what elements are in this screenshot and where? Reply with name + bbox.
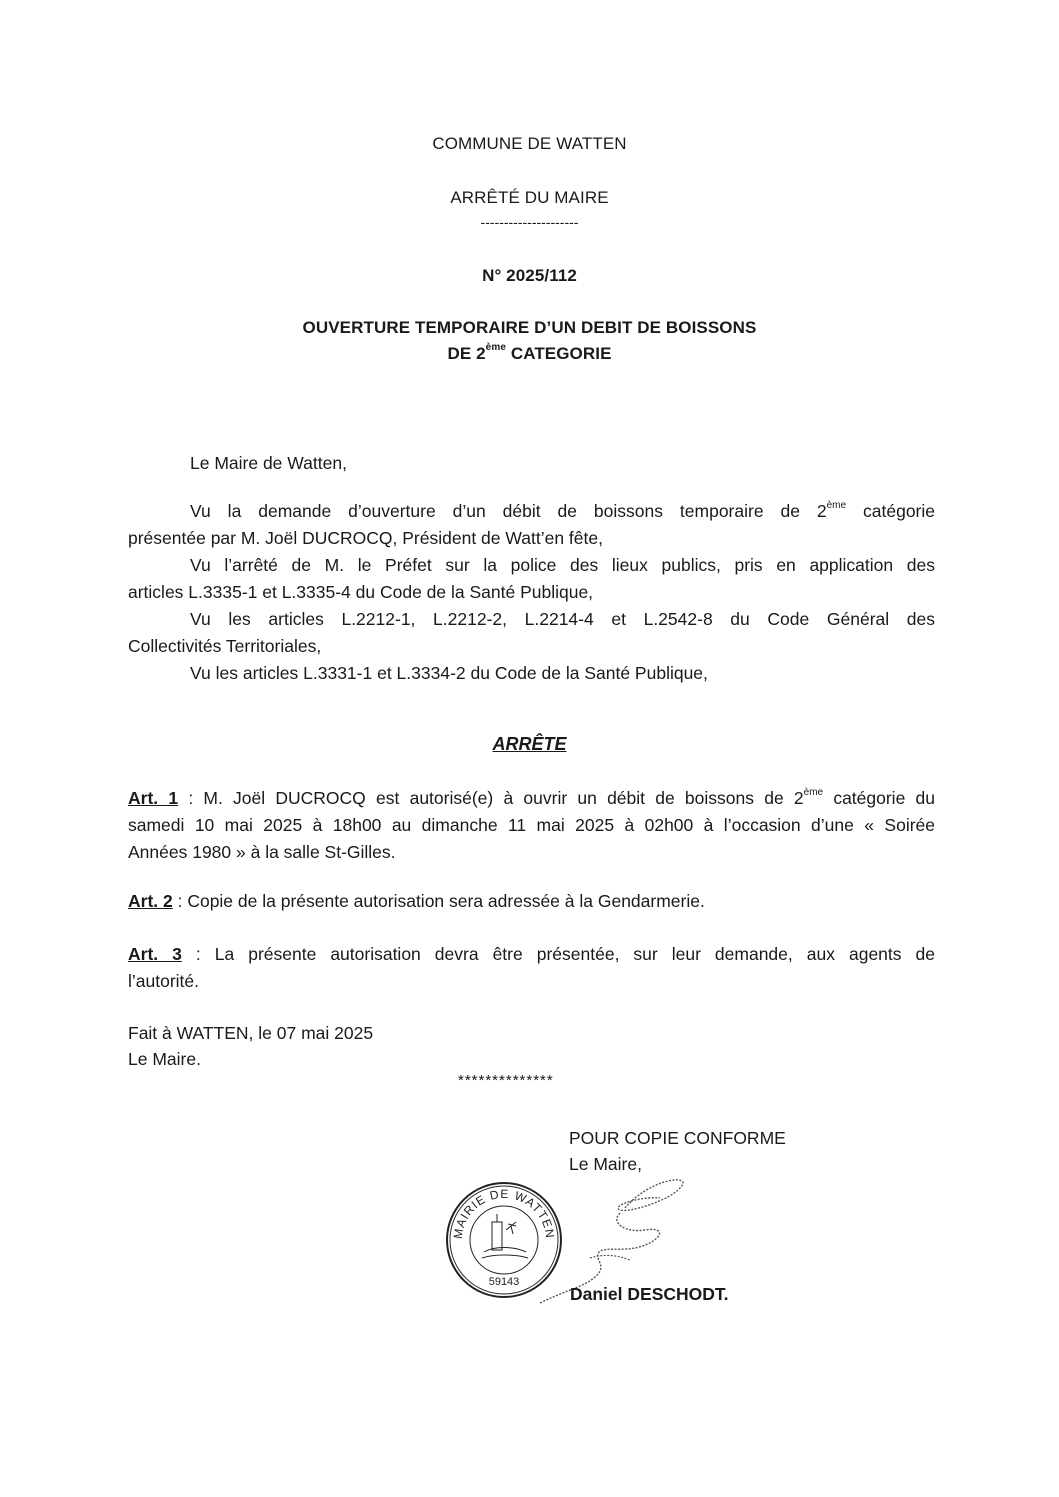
seal-postcode: 59143 (488, 1276, 520, 1288)
vu3-line1: Vu les articles L.2212-1, L.2212-2, L.2214-4 et L.2542-8 du Code Général des (190, 609, 935, 629)
title-dashes: --------------------- (480, 214, 579, 230)
art2-line (128, 888, 935, 915)
art1-line1 (128, 785, 935, 812)
vu2-line2: articles L.3335-1 et L.3335-4 du Code de la Santé Publique, (128, 582, 594, 602)
closing-role: Le Maire. (128, 1049, 201, 1069)
arrete-number: N° 2025/112 (482, 266, 577, 285)
art2-text: : Copie de la présente autorisation sera adressée à la Gendarmerie. (172, 891, 705, 911)
article-3 (128, 941, 935, 995)
art3-line1 (128, 941, 935, 968)
seal-ring-text: MAIRIE DE WATTEN (450, 1186, 558, 1240)
signatory-name: Daniel DESCHODT. (570, 1284, 729, 1304)
art1-text-b: catégorie du (823, 788, 935, 808)
art3-label: Art. 3 (128, 944, 182, 964)
subject-post: CATEGORIE (506, 344, 612, 363)
copie-conforme: POUR COPIE CONFORME (569, 1128, 786, 1148)
vu-clauses (128, 498, 935, 687)
vu4-line: Vu les articles L.3331-1 et L.3334-2 du Code de la Santé Publique, (190, 663, 708, 683)
vu1-text-b: catégorie (846, 501, 935, 521)
vu2-line1: Vu l’arrêté de M. le Préfet sur la police des lieux publics, pris en application des (190, 555, 935, 575)
vu1-line2: présentée par M. Joël DUCROCQ, Président de Watt’en fête, (128, 528, 603, 548)
art3-line2: l’autorité. (128, 971, 200, 991)
subject-line-2 (0, 344, 1059, 364)
town-seal (444, 1180, 564, 1300)
art1-line3: Années 1980 » à la salle St-Gilles. (128, 842, 396, 862)
art1-sup: ème (803, 787, 824, 799)
art1-line2: samedi 10 mai 2025 à 18h00 au dimanche 11 mai 2025 à 02h00 à l’occasion d’une « Soirée (128, 815, 935, 835)
arrete-title: ARRÊTÉ DU MAIRE (450, 188, 609, 207)
arrete-heading: ARRÊTE (492, 734, 567, 754)
art3-text-a: : La présente autorisation devra être présentée, sur leur demande, aux agents de (181, 944, 935, 964)
article-1 (128, 785, 935, 866)
separator-stars: ************** (458, 1072, 554, 1089)
copie-le-maire: Le Maire, (569, 1154, 642, 1174)
subject-pre: DE 2 (447, 344, 486, 363)
vu1-text-a: Vu la demande d’ouverture d’un débit de boissons temporaire de 2 (190, 501, 827, 521)
subject-line-1: OUVERTURE TEMPORAIRE D’UN DEBIT DE BOISSONS (302, 318, 757, 337)
art1-label: Art. 1 (128, 788, 179, 808)
vu1-line1 (128, 498, 935, 525)
subject-sup: ème (485, 342, 506, 354)
vu3-line2: Collectivités Territoriales, (128, 636, 322, 656)
art1-text-a: : M. Joël DUCROCQ est autorisé(e) à ouvrir un débit de boissons de 2 (178, 788, 804, 808)
vu1-sup: ème (826, 500, 847, 512)
salutation: Le Maire de Watten, (190, 453, 347, 473)
article-2 (128, 888, 935, 915)
place-date: Fait à WATTEN, le 07 mai 2025 (128, 1023, 374, 1043)
art2-label: Art. 2 (128, 891, 173, 911)
commune-name: COMMUNE DE WATTEN (432, 134, 627, 153)
